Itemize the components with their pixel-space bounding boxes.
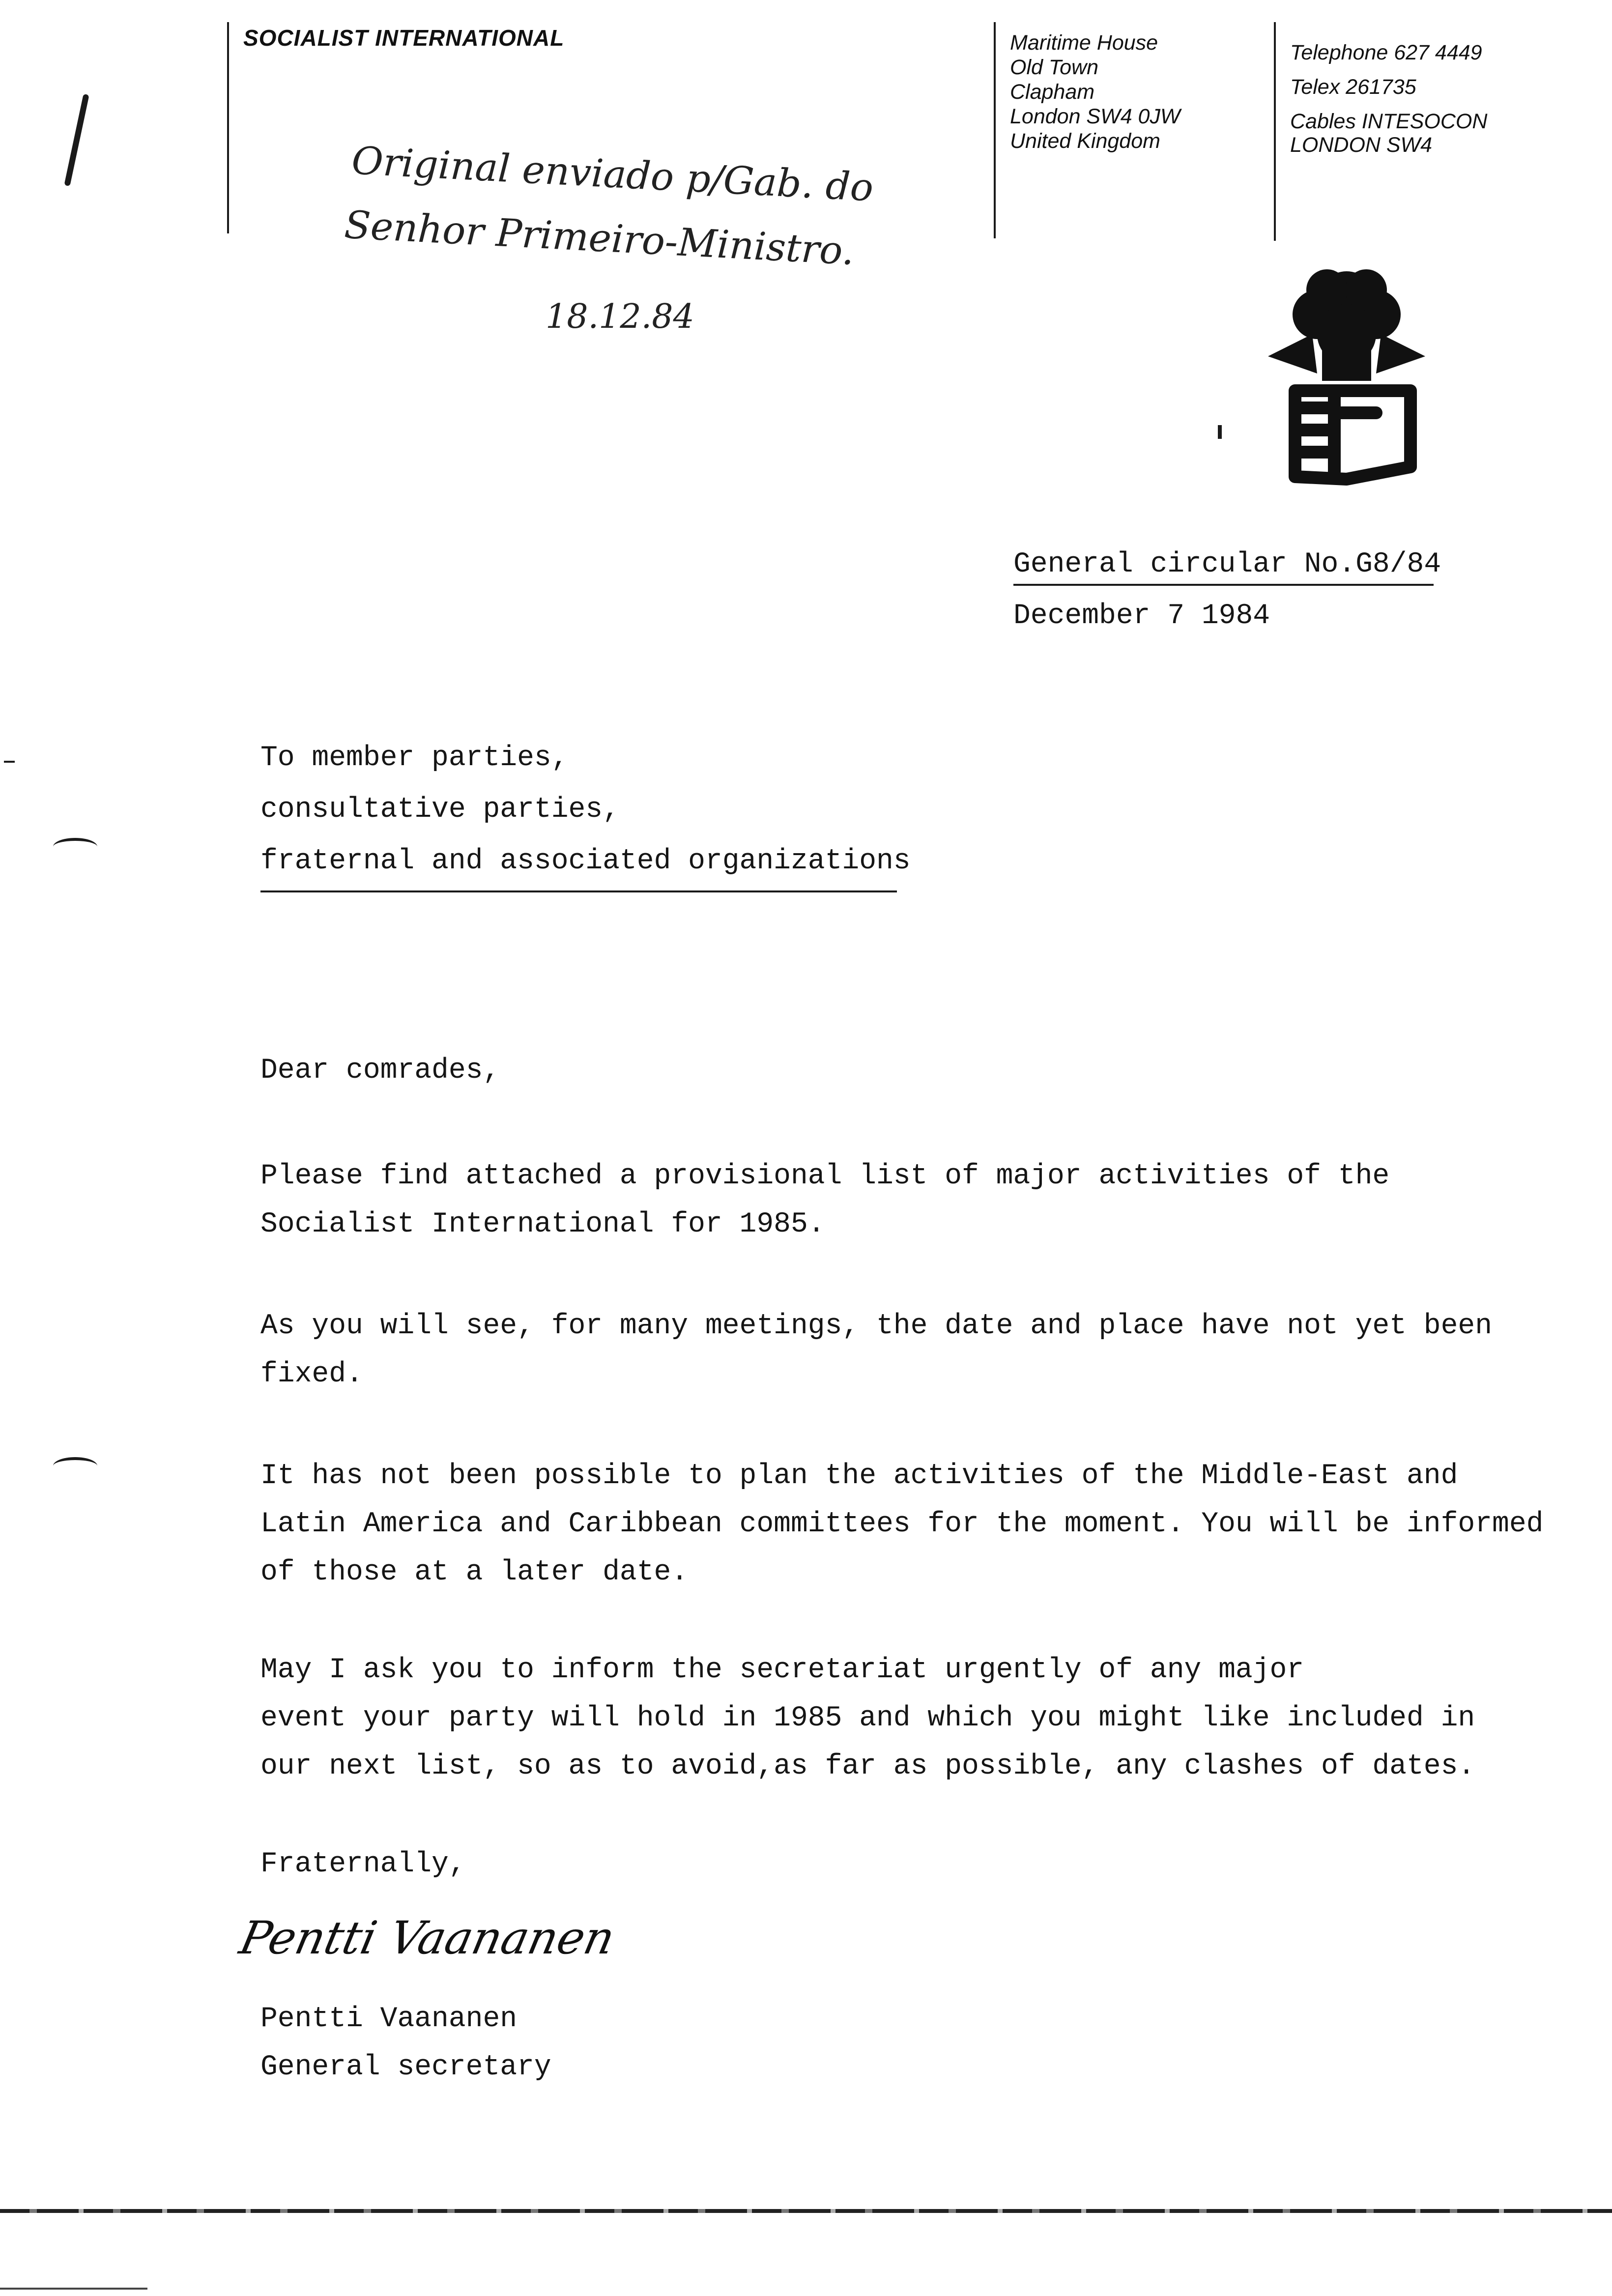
recipient-line: consultative parties, xyxy=(260,794,620,826)
paragraph-2 xyxy=(260,1302,1492,1399)
handwritten-note-line1: Original enviado p/Gab. do xyxy=(350,139,875,210)
scan-edge-line xyxy=(0,2288,147,2290)
paragraph-4 xyxy=(260,1646,1475,1791)
address-line: Old Town xyxy=(1010,56,1099,79)
signatory-name: Pentti Vaananen xyxy=(260,2003,518,2035)
contact-line: Telex 261735 xyxy=(1290,75,1416,99)
paragraph-line: Please find attached a provisional list of major activities of the xyxy=(260,1160,1390,1192)
letterhead-rule-right xyxy=(1274,22,1276,241)
paragraph-line: May I ask you to inform the secretariat urgently of any major xyxy=(260,1654,1304,1686)
paragraph-line: Latin America and Caribbean committees for the moment. You will be informed xyxy=(260,1508,1544,1540)
contact-block xyxy=(1290,35,1487,162)
contact-line: Cables INTESOCON xyxy=(1290,110,1488,133)
small-tick-mark xyxy=(1218,425,1222,439)
address-block xyxy=(1010,30,1180,153)
paragraph-line: As you will see, for many meetings, the date and place have not yet been xyxy=(260,1310,1493,1342)
fist-rose-logo-icon xyxy=(1248,260,1445,491)
paragraph-1 xyxy=(260,1152,1389,1249)
contact-line: Telephone 627 4449 xyxy=(1290,41,1482,64)
handwritten-signature: Pentti Vaananen xyxy=(235,1912,620,1964)
circular-reference-underline xyxy=(1013,584,1434,586)
handwritten-note-date: 18.12.84 xyxy=(546,297,694,336)
paragraph-line: event your party will hold in 1985 and which you might like included in xyxy=(260,1702,1475,1734)
handwritten-note-line2: Senhor Primeiro-Ministro. xyxy=(343,202,856,274)
paragraph-line: fixed. xyxy=(260,1358,363,1390)
address-line: United Kingdom xyxy=(1010,129,1160,153)
organization-name: SOCIALIST INTERNATIONAL xyxy=(243,25,565,51)
paragraph-line: our next list, so as to avoid,as far as possible, any clashes of dates. xyxy=(260,1751,1475,1782)
margin-stroke-mark xyxy=(64,94,89,186)
recipients-block xyxy=(260,732,911,887)
signatory-block xyxy=(260,1995,551,2092)
recipient-line: To member parties, xyxy=(260,742,569,774)
hole-punch-mark xyxy=(53,1457,97,1475)
address-line: Clapham xyxy=(1010,80,1095,104)
letterhead-rule-middle xyxy=(994,22,996,238)
hole-punch-mark xyxy=(53,838,97,856)
paragraph-line: It has not been possible to plan the activities of the Middle-East and xyxy=(260,1460,1458,1492)
salutation: Dear comrades, xyxy=(260,1055,500,1087)
closing: Fraternally, xyxy=(260,1848,466,1880)
letterhead-rule-left xyxy=(227,22,229,233)
circular-reference: General circular No.G8/84 xyxy=(1013,548,1441,580)
margin-dash-mark xyxy=(4,761,15,763)
signatory-title: General secretary xyxy=(260,2051,551,2083)
contact-line: LONDON SW4 xyxy=(1290,133,1433,157)
paragraph-line: Socialist International for 1985. xyxy=(260,1208,825,1240)
scan-edge-line xyxy=(0,2209,1612,2213)
paragraph-3 xyxy=(260,1452,1543,1597)
recipients-underline xyxy=(260,890,897,892)
letter-date: December 7 1984 xyxy=(1013,600,1270,632)
paragraph-line: of those at a later date. xyxy=(260,1556,689,1588)
recipient-line: fraternal and associated organizations xyxy=(260,845,911,877)
address-line: London SW4 0JW xyxy=(1010,105,1180,128)
address-line: Maritime House xyxy=(1010,31,1158,55)
